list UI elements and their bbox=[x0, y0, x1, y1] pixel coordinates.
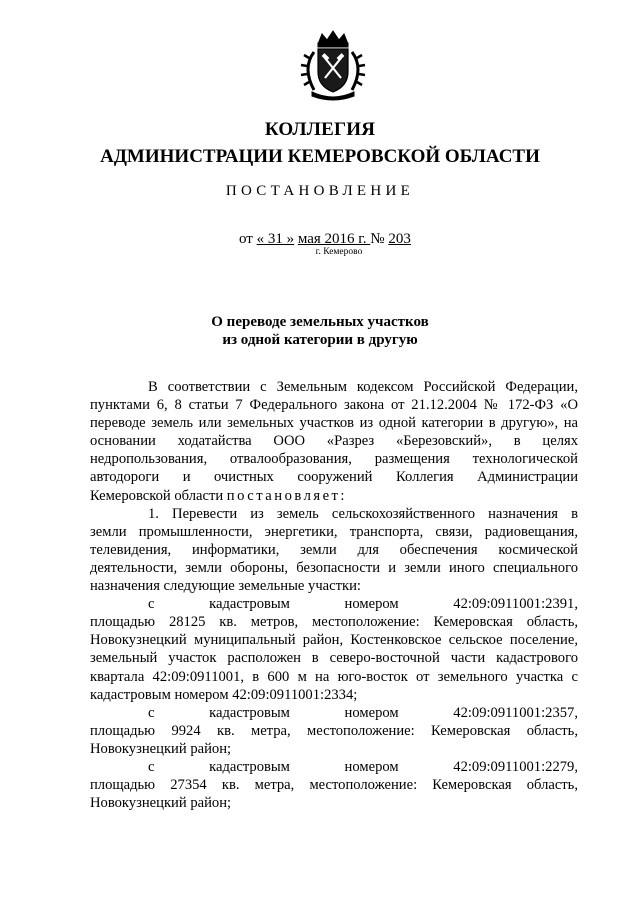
document-number: 203 bbox=[388, 231, 411, 247]
body-line: автодороги и очистных сооружений Коллегия Администрации bbox=[90, 469, 578, 486]
cad-word: номером bbox=[344, 596, 399, 613]
number-sign: № bbox=[370, 231, 385, 247]
cad-word: номером bbox=[344, 704, 399, 721]
cad-word: кадастровым bbox=[209, 758, 290, 775]
body-line: Новокузнецкий район; bbox=[90, 795, 232, 812]
body-line: площадью 9924 кв. метра, местоположение: Кемеровская область, bbox=[90, 722, 578, 739]
body-line: телевидения, информатики, земли для обеспечения космической bbox=[90, 541, 578, 558]
cad-word: с bbox=[148, 758, 155, 775]
document-title-line1: О переводе земельных участков bbox=[211, 314, 429, 330]
date-day: « 31 » bbox=[256, 231, 295, 247]
body-line: земли промышленности, энергетики, транспорта, связи, радиовещания, bbox=[90, 523, 578, 540]
city-label: г. Кемерово bbox=[315, 247, 363, 257]
body-line: пунктами 6, 8 статьи 7 Федерального закона от 21.12.2004 № 172-ФЗ «О bbox=[90, 397, 578, 414]
cadastral-number: 42:09:0911001:2279, bbox=[453, 758, 578, 775]
body-line: кадастровым номером 42:09:0911001:2334; bbox=[90, 686, 358, 703]
body-line: Новокузнецкий район; bbox=[90, 740, 232, 757]
cadastral-number: 42:09:0911001:2391, bbox=[453, 596, 578, 613]
document-body bbox=[90, 378, 578, 812]
body-line: 1. Перевести из земель сельскохозяйственного назначения в bbox=[148, 505, 578, 522]
coat-of-arms-icon bbox=[296, 28, 370, 102]
body-line: В соответствии с Земельным кодексом Российской Федерации, bbox=[148, 379, 578, 395]
body-line: Новокузнецкий муниципальный район, Костенковское сельское поселение, bbox=[90, 632, 578, 649]
body-line: основании ходатайства ООО «Разрез «Березовский», в целях bbox=[90, 433, 578, 450]
body-line: назначения следующие земельные участки: bbox=[90, 578, 361, 595]
org-name-line1: КОЛЛЕГИЯ bbox=[264, 119, 376, 140]
document-title-line2: из одной категории в другую bbox=[222, 332, 418, 348]
body-line: переводе земель или земельных участков из одной категории в другую», на bbox=[90, 415, 578, 432]
body-line: площадью 27354 кв. метра, местоположение: Кемеровская область, bbox=[90, 777, 578, 794]
body-line: площадью 28125 кв. метров, местоположение: Кемеровская область, bbox=[90, 614, 578, 631]
org-name-line2: АДМИНИСТРАЦИИ КЕМЕРОВСКОЙ ОБЛАСТИ bbox=[100, 146, 540, 167]
cad-word: кадастровым bbox=[209, 704, 290, 721]
body-line: квартала 42:09:0911001, в 600 м на юго-восток от земельного участка с bbox=[90, 668, 578, 685]
document-type: ПОСТАНОВЛЕНИЕ bbox=[225, 183, 415, 199]
cadastral-line bbox=[90, 758, 578, 776]
date-prefix: от bbox=[239, 231, 253, 247]
cad-word: кадастровым bbox=[209, 596, 290, 613]
date-month-year: мая 2016 г. bbox=[297, 231, 371, 247]
cad-word: номером bbox=[344, 758, 399, 775]
spaced-keyword: постановляет: bbox=[226, 487, 347, 504]
body-line: недропользования, отвалообразования, размещения технологической bbox=[90, 451, 578, 468]
body-line bbox=[90, 487, 578, 505]
cad-word: с bbox=[148, 596, 155, 613]
cadastral-line bbox=[90, 595, 578, 613]
body-line: деятельности, земли обороны, безопасности и земли иного специального bbox=[90, 559, 578, 576]
date-line bbox=[239, 231, 411, 248]
body-line: земельный участок расположен в северо-восточной части кадастрового bbox=[90, 650, 578, 667]
cadastral-line bbox=[90, 704, 578, 722]
cad-word: с bbox=[148, 704, 155, 721]
cadastral-number: 42:09:0911001:2357, bbox=[453, 704, 578, 721]
body-text: Кемеровской области bbox=[90, 487, 227, 504]
